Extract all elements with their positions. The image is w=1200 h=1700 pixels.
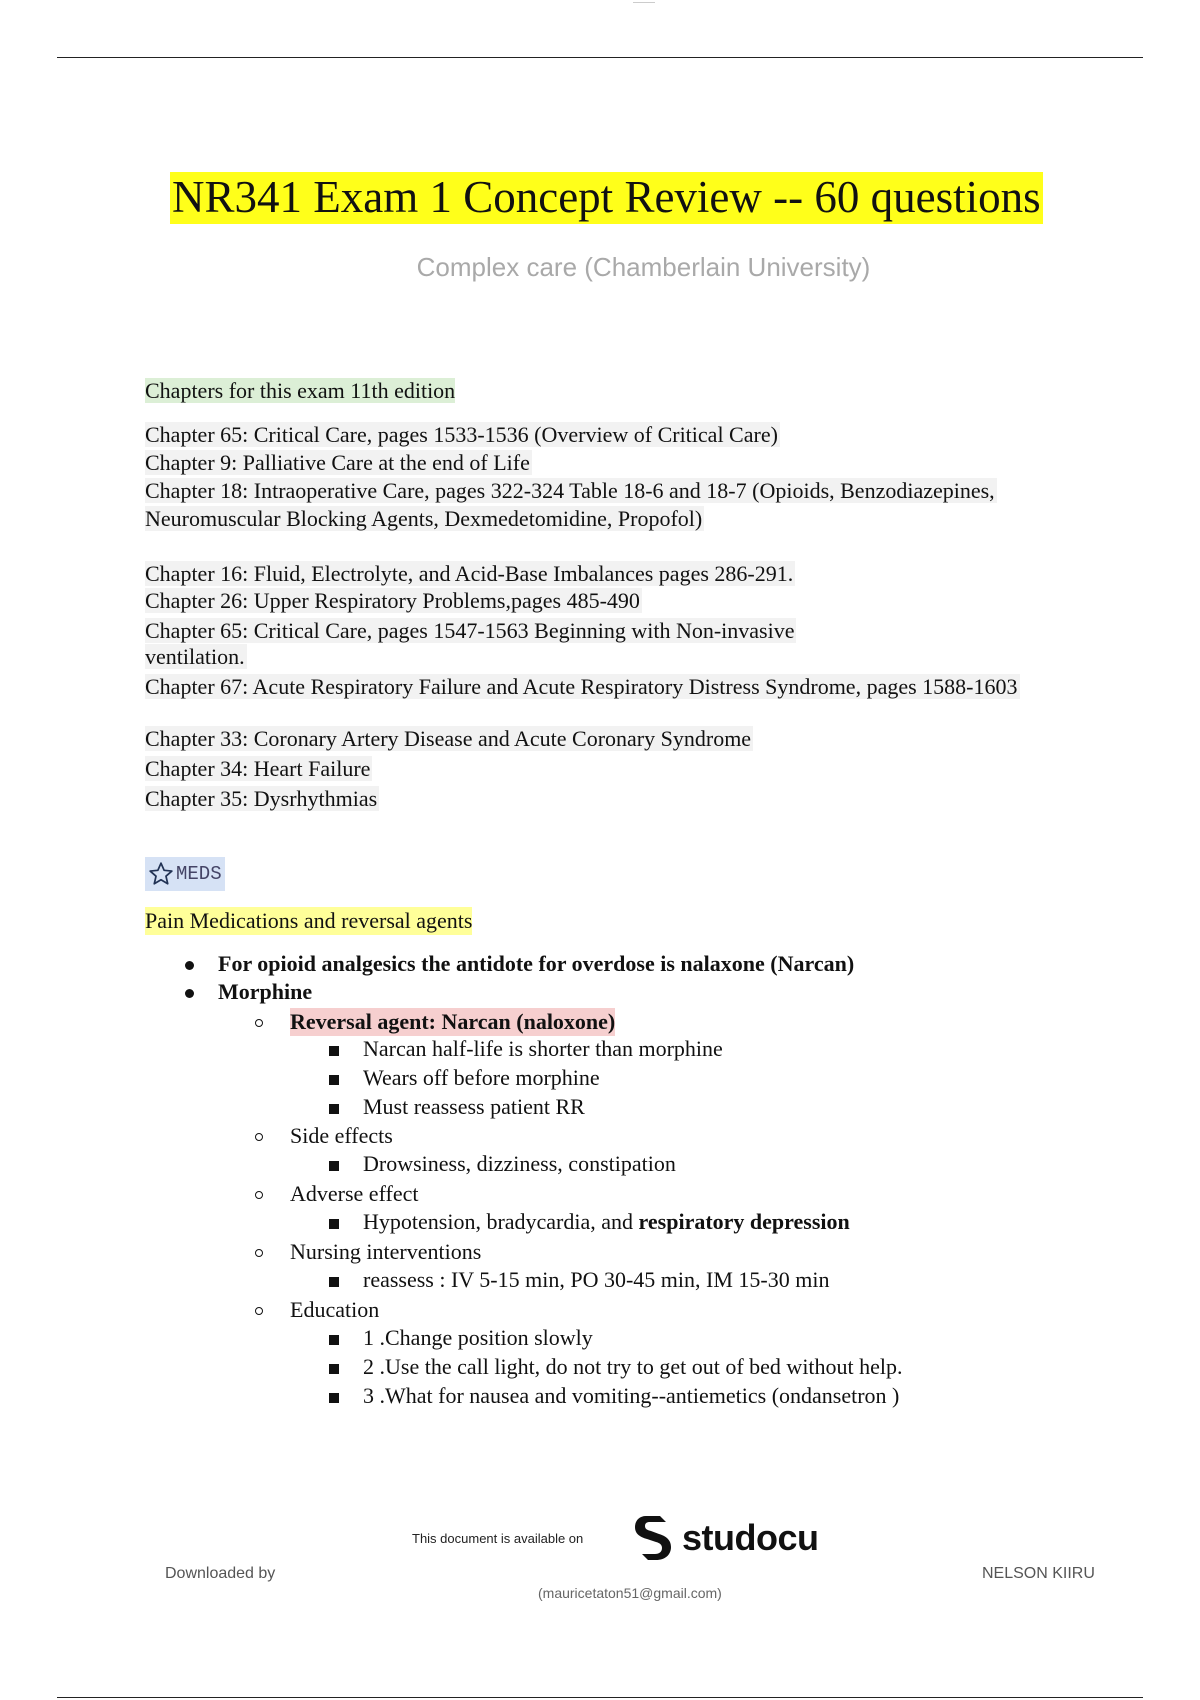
chapter-line <box>145 617 1020 643</box>
chapter-text: Chapter 35: Dysrhythmias <box>145 786 378 811</box>
chapter-text: Chapter 26: Upper Respiratory Problems,pages 485-490 <box>145 588 640 613</box>
bottom-rule <box>57 1697 1143 1698</box>
star-outline-icon <box>148 861 174 887</box>
nursing-interventions-text: reassess : IV 5-15 min, PO 30-45 min, IM 15-30 min <box>363 1267 830 1292</box>
downloader-name: NELSON KIIRU <box>982 1565 1095 1582</box>
chapter-line <box>145 587 1020 617</box>
chapter-line <box>145 477 997 505</box>
chapter-line <box>145 785 753 813</box>
drug-name: Morphine <box>218 979 313 1004</box>
downloader-email: (mauricetaton51@gmail.com) <box>538 1585 722 1601</box>
chapter-text: Chapter 9: Palliative Care at the end of Life <box>145 450 530 475</box>
education-item: 1 .Change position slowly <box>363 1325 593 1350</box>
chapter-line <box>145 505 997 533</box>
meds-chip[interactable] <box>145 857 225 891</box>
adverse-effect-text <box>363 1208 850 1236</box>
chapter-text: Chapter 67: Acute Respiratory Failure and Acute Respiratory Distress Syndrome, pages 1588-1603 <box>145 674 1018 699</box>
antidote-text: For opioid analgesics the antidote for overdose is nalaxone (Narcan) <box>218 951 855 976</box>
chapter-line <box>145 725 753 755</box>
education-item: 3 .What for nausea and vomiting--antiemetics (ondansetron ) <box>363 1383 900 1408</box>
side-effects-text: Drowsiness, dizziness, constipation <box>363 1151 676 1176</box>
studocu-logo[interactable] <box>630 1512 819 1564</box>
chapter-text: Chapter 18: Intraoperative Care, pages 322-324 Table 18-6 and 18-7 (Opioids, Benzodiazepines, <box>145 478 995 503</box>
reversal-note: Must reassess patient RR <box>363 1094 585 1119</box>
studocu-logo-text: studocu <box>682 1517 819 1558</box>
chapter-text: Chapter 16: Fluid, Electrolyte, and Acid-Base Imbalances pages 286-291. <box>145 561 794 586</box>
chapter-line <box>145 755 753 785</box>
adverse-effect-prefix: Hypotension, bradycardia, and <box>363 1209 639 1234</box>
chapter-text: Chapter 33: Coronary Artery Disease and Acute Coronary Syndrome <box>145 726 752 751</box>
chapter-text: ventilation. <box>145 644 245 669</box>
chapter-text: Neuromuscular Blocking Agents, Dexmedetomidine, Propofol) <box>145 506 703 531</box>
studocu-logo-icon <box>630 1512 678 1564</box>
chapter-line <box>145 560 1020 587</box>
availability-text: This document is available on <box>412 1531 584 1546</box>
chapter-line <box>145 673 1020 701</box>
reversal-note: Narcan half-life is shorter than morphine <box>363 1036 723 1061</box>
chapter-text: Chapter 65: Critical Care, pages 1533-1536 (Overview of Critical Care) <box>145 422 778 447</box>
document-title: NR341 Exam 1 Concept Review -- 60 questions <box>172 172 1041 222</box>
top-rule <box>57 57 1143 58</box>
chapter-text: Chapter 34: Heart Failure <box>145 756 371 781</box>
meds-label: MEDS <box>176 863 222 885</box>
pain-heading: Pain Medications and reversal agents <box>145 908 473 933</box>
chapters-heading <box>145 377 455 405</box>
side-effects-label: Side effects <box>290 1123 393 1148</box>
chapters-heading-text: Chapters for this exam 11th edition <box>145 378 456 403</box>
adverse-effect-label: Adverse effect <box>290 1181 419 1206</box>
education-item: 2 .Use the call light, do not try to get out of bed without help. <box>363 1354 903 1379</box>
chapter-line <box>145 449 997 477</box>
chapter-line <box>145 643 1020 673</box>
reversal-note: Wears off before morphine <box>363 1065 600 1090</box>
chapter-group-1 <box>145 421 997 533</box>
nursing-interventions-label: Nursing interventions <box>290 1239 482 1264</box>
chapter-group-3 <box>145 725 753 813</box>
downloaded-by-label: Downloaded by <box>165 1565 276 1582</box>
page-top-mark <box>633 0 655 3</box>
education-label: Education <box>290 1297 380 1322</box>
adverse-effect-emphasis: respiratory depression <box>638 1209 850 1234</box>
chapter-group-2 <box>145 560 1020 701</box>
reversal-agent-label: Reversal agent: Narcan (naloxone) <box>290 1009 616 1034</box>
chapter-line <box>145 421 997 449</box>
document-subtitle: Complex care (Chamberlain University) <box>416 252 871 282</box>
chapter-text: Chapter 65: Critical Care, pages 1547-1563 Beginning with Non-invasive <box>145 618 795 643</box>
